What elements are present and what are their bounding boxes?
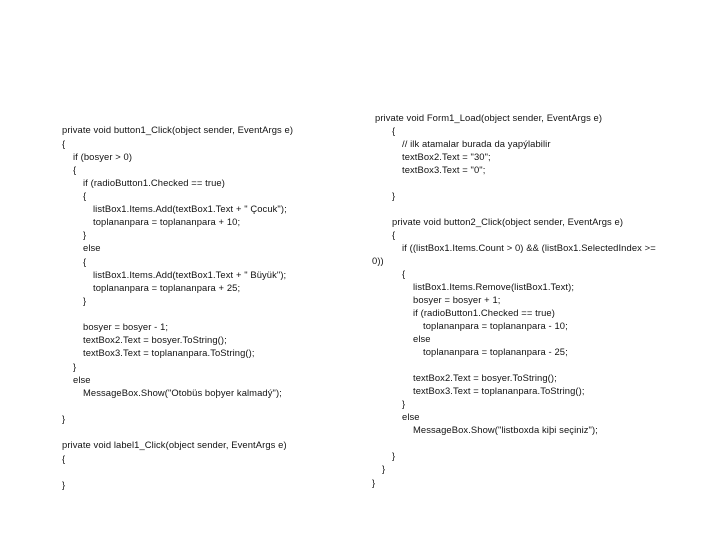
code-line: bosyer = bosyer + 1; (413, 294, 501, 305)
code-line: } (62, 413, 66, 424)
code-line: } (402, 398, 406, 409)
code-line: listBox1.Items.Add(textBox1.Text + " Büyük"); (93, 269, 287, 280)
code-line: if ((listBox1.Items.Count > 0) && (listBox1.SelectedIndex >= (402, 242, 656, 253)
code-line: { (62, 138, 66, 149)
code-line: MessageBox.Show("Otobüs boþyer kalmadý"); (83, 387, 282, 398)
code-line: private void button2_Click(object sender, EventArgs e) (392, 216, 624, 227)
code-line: { (62, 453, 66, 464)
code-line: else (402, 411, 420, 422)
code-line: } (392, 190, 396, 201)
code-line: textBox3.Text = "0"; (402, 164, 486, 175)
code-line: if (bosyer > 0) (73, 151, 133, 162)
code-line: MessageBox.Show("listboxda kiþi seçiniz"); (413, 424, 598, 435)
code-line: { (73, 164, 77, 175)
code-line: private void label1_Click(object sender, EventArgs e) (62, 439, 287, 450)
code-line: private void Form1_Load(object sender, EventArgs e) (375, 112, 603, 123)
code-line: if (radioButton1.Checked == true) (83, 177, 225, 188)
code-line: textBox3.Text = toplananpara.ToString(); (83, 347, 255, 358)
code-line: } (83, 229, 87, 240)
code-line: else (73, 374, 91, 385)
code-line: textBox2.Text = bosyer.ToString(); (83, 334, 227, 345)
code-line: listBox1.Items.Remove(listBox1.Text); (413, 281, 575, 292)
code-line: private void button1_Click(object sender, EventArgs e) (62, 124, 294, 135)
code-line: bosyer = bosyer - 1; (83, 321, 169, 332)
code-line: } (73, 361, 77, 372)
code-line: else (413, 333, 431, 344)
code-line: } (83, 295, 87, 306)
code-line: { (392, 125, 396, 136)
code-line: { (392, 229, 396, 240)
code-line: { (402, 268, 406, 279)
code-line: toplananpara = toplananpara + 10; (93, 216, 241, 227)
code-line: toplananpara = toplananpara - 25; (423, 346, 568, 357)
code-line: { (83, 256, 87, 267)
code-line: toplananpara = toplananpara - 10; (423, 320, 568, 331)
code-line: // ilk atamalar burada da yapýlabilir (402, 138, 551, 149)
code-line: { (83, 190, 87, 201)
code-line: } (372, 477, 376, 488)
code-line: } (62, 479, 66, 490)
code-line: textBox2.Text = bosyer.ToString(); (413, 372, 557, 383)
code-line: textBox3.Text = toplananpara.ToString(); (413, 385, 585, 396)
code-line: listBox1.Items.Add(textBox1.Text + " Çocuk"); (93, 203, 287, 214)
code-line: toplananpara = toplananpara + 25; (93, 282, 241, 293)
code-line: else (83, 242, 101, 253)
code-line: } (392, 450, 396, 461)
code-line: if (radioButton1.Checked == true) (413, 307, 555, 318)
code-line: textBox2.Text = "30"; (402, 151, 491, 162)
code-line: } (382, 463, 386, 474)
code-line: 0)) (372, 255, 384, 266)
